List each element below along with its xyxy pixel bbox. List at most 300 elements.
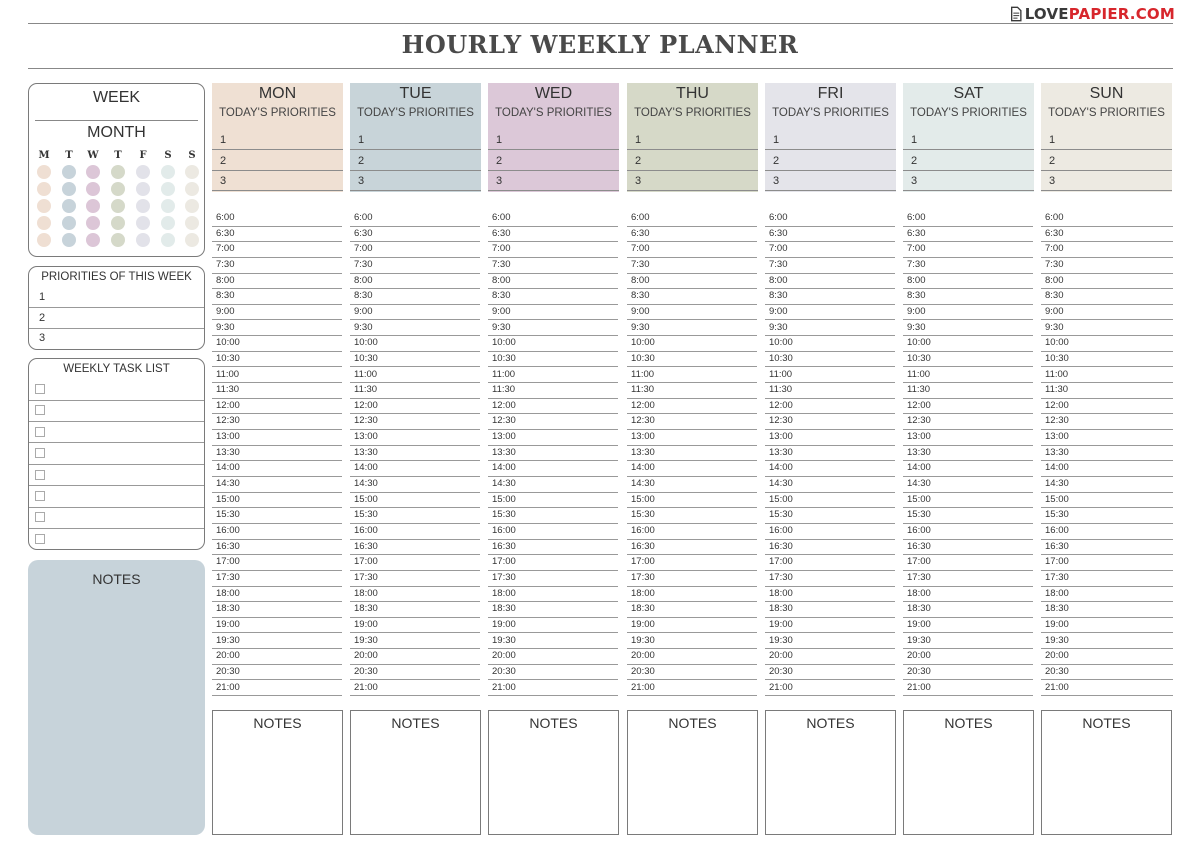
calendar-day-dot[interactable] (111, 216, 125, 230)
time-slot[interactable]: 18:00 (212, 587, 342, 603)
time-slot[interactable]: 12:30 (903, 414, 1033, 430)
time-slot[interactable]: 7:00 (903, 242, 1033, 258)
time-slot[interactable]: 17:00 (350, 555, 480, 571)
time-slot[interactable]: 20:30 (212, 665, 342, 681)
time-slot[interactable]: 14:30 (488, 477, 618, 493)
time-slot[interactable]: 16:00 (765, 524, 895, 540)
task-checkbox[interactable] (35, 512, 45, 522)
time-slot[interactable]: 12:00 (1041, 399, 1173, 415)
day-priority-row[interactable]: 3 (488, 171, 619, 191)
time-slot[interactable]: 16:30 (1041, 540, 1173, 556)
time-slot[interactable]: 11:30 (350, 383, 480, 399)
calendar-day-dot[interactable] (136, 216, 150, 230)
time-slot[interactable]: 16:00 (627, 524, 757, 540)
time-slot[interactable]: 7:30 (1041, 258, 1173, 274)
day-priority-row[interactable]: 1 (903, 130, 1034, 150)
day-priority-row[interactable]: 2 (1041, 151, 1172, 171)
time-slot[interactable]: 13:30 (212, 446, 342, 462)
time-slot[interactable]: 8:30 (1041, 289, 1173, 305)
time-slot[interactable]: 18:00 (488, 587, 618, 603)
calendar-day-dot[interactable] (185, 199, 199, 213)
time-slot[interactable]: 9:30 (765, 321, 895, 337)
time-slot[interactable]: 13:00 (488, 430, 618, 446)
time-slot[interactable]: 15:30 (350, 508, 480, 524)
time-slot[interactable]: 13:00 (1041, 430, 1173, 446)
time-slot[interactable]: 16:30 (903, 540, 1033, 556)
time-slot[interactable]: 17:30 (212, 571, 342, 587)
time-slot[interactable]: 18:00 (350, 587, 480, 603)
time-slot[interactable]: 8:30 (903, 289, 1033, 305)
time-slot[interactable]: 13:30 (1041, 446, 1173, 462)
time-slot[interactable]: 14:00 (212, 461, 342, 477)
day-priority-row[interactable]: 1 (488, 130, 619, 150)
time-slot[interactable]: 11:30 (1041, 383, 1173, 399)
time-slot[interactable]: 9:30 (1041, 321, 1173, 337)
time-slot[interactable]: 20:00 (212, 649, 342, 665)
calendar-day-dot[interactable] (136, 199, 150, 213)
time-slot[interactable]: 15:00 (488, 493, 618, 509)
calendar-day-dot[interactable] (111, 199, 125, 213)
time-slot[interactable]: 9:00 (488, 305, 618, 321)
time-slot[interactable]: 10:00 (903, 336, 1033, 352)
time-slot[interactable]: 11:30 (488, 383, 618, 399)
time-slot[interactable]: 6:00 (488, 211, 618, 227)
time-slot[interactable]: 6:00 (903, 211, 1033, 227)
time-slot[interactable]: 12:30 (627, 414, 757, 430)
time-slot[interactable]: 19:30 (212, 634, 342, 650)
calendar-day-dot[interactable] (111, 233, 125, 247)
day-priority-row[interactable]: 2 (350, 151, 481, 171)
time-slot[interactable]: 20:00 (627, 649, 757, 665)
time-slot[interactable]: 16:30 (350, 540, 480, 556)
time-slot[interactable]: 19:30 (350, 634, 480, 650)
time-slot[interactable]: 13:00 (903, 430, 1033, 446)
time-slot[interactable]: 20:30 (765, 665, 895, 681)
time-slot[interactable]: 20:30 (1041, 665, 1173, 681)
time-slot[interactable]: 14:30 (765, 477, 895, 493)
time-slot[interactable]: 10:30 (212, 352, 342, 368)
calendar-day-dot[interactable] (185, 216, 199, 230)
time-slot[interactable]: 19:00 (903, 618, 1033, 634)
time-slot[interactable]: 20:00 (765, 649, 895, 665)
time-slot[interactable]: 11:00 (488, 368, 618, 384)
time-slot[interactable]: 10:30 (1041, 352, 1173, 368)
task-checkbox[interactable] (35, 427, 45, 437)
time-slot[interactable]: 16:30 (212, 540, 342, 556)
calendar-day-dot[interactable] (86, 233, 100, 247)
time-slot[interactable]: 17:00 (212, 555, 342, 571)
time-slot[interactable]: 16:30 (765, 540, 895, 556)
time-slot[interactable]: 10:00 (350, 336, 480, 352)
time-slot[interactable]: 8:30 (627, 289, 757, 305)
day-priority-row[interactable]: 1 (1041, 130, 1172, 150)
time-slot[interactable]: 7:00 (627, 242, 757, 258)
time-slot[interactable]: 8:00 (765, 274, 895, 290)
time-slot[interactable]: 20:00 (488, 649, 618, 665)
task-row[interactable] (29, 400, 204, 422)
task-row[interactable] (29, 465, 204, 487)
time-slot[interactable]: 9:30 (350, 321, 480, 337)
day-priority-row[interactable]: 1 (765, 130, 896, 150)
calendar-day-dot[interactable] (161, 233, 175, 247)
time-slot[interactable]: 9:00 (903, 305, 1033, 321)
time-slot[interactable]: 8:00 (627, 274, 757, 290)
time-slot[interactable]: 9:30 (488, 321, 618, 337)
time-slot[interactable]: 6:30 (212, 227, 342, 243)
time-slot[interactable]: 18:30 (765, 602, 895, 618)
time-slot[interactable]: 17:00 (1041, 555, 1173, 571)
time-slot[interactable]: 15:30 (1041, 508, 1173, 524)
calendar-day-dot[interactable] (136, 233, 150, 247)
time-slot[interactable]: 15:00 (212, 493, 342, 509)
time-slot[interactable]: 17:30 (350, 571, 480, 587)
time-slot[interactable]: 18:00 (1041, 587, 1173, 603)
calendar-day-dot[interactable] (111, 165, 125, 179)
time-slot[interactable]: 15:30 (488, 508, 618, 524)
time-slot[interactable]: 21:00 (212, 681, 342, 697)
time-slot[interactable]: 18:30 (903, 602, 1033, 618)
time-slot[interactable]: 12:00 (765, 399, 895, 415)
time-slot[interactable]: 20:30 (488, 665, 618, 681)
calendar-day-dot[interactable] (86, 199, 100, 213)
time-slot[interactable]: 8:30 (212, 289, 342, 305)
time-slot[interactable]: 14:30 (627, 477, 757, 493)
calendar-day-dot[interactable] (86, 182, 100, 196)
time-slot[interactable]: 19:30 (903, 634, 1033, 650)
time-slot[interactable]: 6:30 (350, 227, 480, 243)
task-checkbox[interactable] (35, 384, 45, 394)
time-slot[interactable]: 18:00 (903, 587, 1033, 603)
day-notes-box[interactable] (1041, 710, 1172, 835)
time-slot[interactable]: 9:00 (350, 305, 480, 321)
day-notes-box[interactable] (488, 710, 619, 835)
time-slot[interactable]: 8:00 (212, 274, 342, 290)
time-slot[interactable]: 7:00 (212, 242, 342, 258)
time-slot[interactable]: 8:30 (350, 289, 480, 305)
time-slot[interactable]: 6:30 (488, 227, 618, 243)
task-checkbox[interactable] (35, 491, 45, 501)
time-slot[interactable]: 12:30 (488, 414, 618, 430)
calendar-day-dot[interactable] (86, 216, 100, 230)
calendar-day-dot[interactable] (161, 216, 175, 230)
time-slot[interactable]: 10:30 (627, 352, 757, 368)
time-slot[interactable]: 10:30 (488, 352, 618, 368)
time-slot[interactable]: 11:30 (903, 383, 1033, 399)
time-slot[interactable]: 19:00 (212, 618, 342, 634)
day-priority-row[interactable]: 1 (212, 130, 343, 150)
day-priority-row[interactable]: 3 (765, 171, 896, 191)
time-slot[interactable]: 14:00 (1041, 461, 1173, 477)
time-slot[interactable]: 13:30 (903, 446, 1033, 462)
time-slot[interactable]: 16:00 (350, 524, 480, 540)
time-slot[interactable]: 6:30 (627, 227, 757, 243)
time-slot[interactable]: 11:30 (765, 383, 895, 399)
day-priority-row[interactable]: 1 (350, 130, 481, 150)
time-slot[interactable]: 6:00 (212, 211, 342, 227)
day-priority-row[interactable]: 3 (212, 171, 343, 191)
time-slot[interactable]: 7:30 (488, 258, 618, 274)
calendar-day-dot[interactable] (86, 165, 100, 179)
time-slot[interactable]: 16:30 (488, 540, 618, 556)
time-slot[interactable]: 11:30 (627, 383, 757, 399)
week-priority-row[interactable] (29, 308, 204, 329)
time-slot[interactable]: 13:00 (212, 430, 342, 446)
task-row[interactable] (29, 529, 204, 551)
time-slot[interactable]: 6:00 (350, 211, 480, 227)
calendar-day-dot[interactable] (62, 182, 76, 196)
time-slot[interactable]: 7:00 (1041, 242, 1173, 258)
time-slot[interactable]: 7:30 (627, 258, 757, 274)
time-slot[interactable]: 10:30 (903, 352, 1033, 368)
time-slot[interactable]: 17:00 (903, 555, 1033, 571)
time-slot[interactable]: 13:00 (765, 430, 895, 446)
time-slot[interactable]: 19:00 (765, 618, 895, 634)
task-row[interactable] (29, 507, 204, 529)
time-slot[interactable]: 17:00 (765, 555, 895, 571)
week-priority-row[interactable] (29, 328, 204, 349)
day-priority-row[interactable]: 2 (627, 151, 758, 171)
day-notes-box[interactable] (627, 710, 758, 835)
time-slot[interactable]: 8:00 (488, 274, 618, 290)
time-slot[interactable]: 10:00 (488, 336, 618, 352)
day-priority-row[interactable]: 3 (627, 171, 758, 191)
time-slot[interactable]: 20:30 (903, 665, 1033, 681)
time-slot[interactable]: 17:30 (627, 571, 757, 587)
time-slot[interactable]: 15:00 (765, 493, 895, 509)
calendar-day-dot[interactable] (62, 216, 76, 230)
time-slot[interactable]: 13:00 (627, 430, 757, 446)
time-slot[interactable]: 12:30 (1041, 414, 1173, 430)
time-slot[interactable]: 6:30 (765, 227, 895, 243)
time-slot[interactable]: 11:00 (212, 368, 342, 384)
task-checkbox[interactable] (35, 405, 45, 415)
time-slot[interactable]: 11:00 (627, 368, 757, 384)
calendar-day-dot[interactable] (185, 182, 199, 196)
time-slot[interactable]: 14:30 (903, 477, 1033, 493)
time-slot[interactable]: 7:30 (765, 258, 895, 274)
time-slot[interactable]: 21:00 (488, 681, 618, 697)
calendar-day-dot[interactable] (161, 165, 175, 179)
time-slot[interactable]: 7:30 (903, 258, 1033, 274)
calendar-day-dot[interactable] (37, 165, 51, 179)
time-slot[interactable]: 10:00 (765, 336, 895, 352)
day-priority-row[interactable]: 1 (627, 130, 758, 150)
time-slot[interactable]: 13:30 (627, 446, 757, 462)
calendar-day-dot[interactable] (62, 165, 76, 179)
time-slot[interactable]: 15:30 (765, 508, 895, 524)
time-slot[interactable]: 17:00 (488, 555, 618, 571)
day-notes-box[interactable] (765, 710, 896, 835)
time-slot[interactable]: 18:30 (350, 602, 480, 618)
time-slot[interactable]: 14:00 (350, 461, 480, 477)
time-slot[interactable]: 8:00 (350, 274, 480, 290)
time-slot[interactable]: 15:00 (350, 493, 480, 509)
calendar-day-dot[interactable] (185, 233, 199, 247)
time-slot[interactable]: 12:30 (212, 414, 342, 430)
time-slot[interactable]: 14:00 (627, 461, 757, 477)
time-slot[interactable]: 14:30 (1041, 477, 1173, 493)
time-slot[interactable]: 18:30 (1041, 602, 1173, 618)
task-checkbox[interactable] (35, 534, 45, 544)
time-slot[interactable]: 16:30 (627, 540, 757, 556)
day-notes-box[interactable] (212, 710, 343, 835)
calendar-day-dot[interactable] (111, 182, 125, 196)
time-slot[interactable]: 18:00 (627, 587, 757, 603)
time-slot[interactable]: 18:30 (488, 602, 618, 618)
time-slot[interactable]: 21:00 (627, 681, 757, 697)
time-slot[interactable]: 19:30 (488, 634, 618, 650)
time-slot[interactable]: 14:30 (212, 477, 342, 493)
time-slot[interactable]: 6:00 (765, 211, 895, 227)
time-slot[interactable]: 18:30 (627, 602, 757, 618)
time-slot[interactable]: 15:30 (903, 508, 1033, 524)
time-slot[interactable]: 7:00 (765, 242, 895, 258)
time-slot[interactable]: 8:30 (765, 289, 895, 305)
calendar-day-dot[interactable] (37, 216, 51, 230)
time-slot[interactable]: 12:00 (350, 399, 480, 415)
time-slot[interactable]: 6:00 (1041, 211, 1173, 227)
time-slot[interactable]: 16:00 (1041, 524, 1173, 540)
time-slot[interactable]: 17:30 (488, 571, 618, 587)
time-slot[interactable]: 19:00 (350, 618, 480, 634)
time-slot[interactable]: 20:00 (1041, 649, 1173, 665)
time-slot[interactable]: 9:00 (627, 305, 757, 321)
time-slot[interactable]: 21:00 (350, 681, 480, 697)
time-slot[interactable]: 19:00 (627, 618, 757, 634)
time-slot[interactable]: 13:00 (350, 430, 480, 446)
time-slot[interactable]: 9:00 (212, 305, 342, 321)
time-slot[interactable]: 19:30 (627, 634, 757, 650)
day-priority-row[interactable]: 2 (765, 151, 896, 171)
calendar-day-dot[interactable] (62, 199, 76, 213)
time-slot[interactable]: 20:30 (350, 665, 480, 681)
time-slot[interactable]: 19:30 (1041, 634, 1173, 650)
time-slot[interactable]: 21:00 (765, 681, 895, 697)
time-slot[interactable]: 15:00 (627, 493, 757, 509)
day-notes-box[interactable] (903, 710, 1034, 835)
time-slot[interactable]: 6:30 (903, 227, 1033, 243)
task-row[interactable] (29, 486, 204, 508)
time-slot[interactable]: 9:00 (765, 305, 895, 321)
time-slot[interactable]: 16:00 (212, 524, 342, 540)
time-slot[interactable]: 10:00 (212, 336, 342, 352)
week-priority-row[interactable] (29, 287, 204, 308)
time-slot[interactable]: 20:00 (903, 649, 1033, 665)
time-slot[interactable]: 9:30 (627, 321, 757, 337)
time-slot[interactable]: 16:00 (903, 524, 1033, 540)
time-slot[interactable]: 17:30 (1041, 571, 1173, 587)
time-slot[interactable]: 13:30 (765, 446, 895, 462)
calendar-day-dot[interactable] (161, 182, 175, 196)
calendar-day-dot[interactable] (185, 165, 199, 179)
time-slot[interactable]: 15:00 (903, 493, 1033, 509)
time-slot[interactable]: 18:00 (765, 587, 895, 603)
time-slot[interactable]: 7:00 (488, 242, 618, 258)
time-slot[interactable]: 13:30 (350, 446, 480, 462)
time-slot[interactable]: 10:30 (350, 352, 480, 368)
time-slot[interactable]: 20:30 (627, 665, 757, 681)
time-slot[interactable]: 12:00 (627, 399, 757, 415)
task-row[interactable] (29, 443, 204, 465)
time-slot[interactable]: 10:00 (627, 336, 757, 352)
time-slot[interactable]: 7:30 (350, 258, 480, 274)
time-slot[interactable]: 12:30 (350, 414, 480, 430)
calendar-day-dot[interactable] (37, 182, 51, 196)
time-slot[interactable]: 11:30 (212, 383, 342, 399)
calendar-day-dot[interactable] (37, 233, 51, 247)
time-slot[interactable]: 14:00 (488, 461, 618, 477)
time-slot[interactable]: 12:00 (488, 399, 618, 415)
day-priority-row[interactable]: 3 (1041, 171, 1172, 191)
time-slot[interactable]: 15:30 (627, 508, 757, 524)
time-slot[interactable]: 11:00 (765, 368, 895, 384)
time-slot[interactable]: 12:00 (212, 399, 342, 415)
time-slot[interactable]: 20:00 (350, 649, 480, 665)
time-slot[interactable]: 9:30 (212, 321, 342, 337)
time-slot[interactable]: 15:00 (1041, 493, 1173, 509)
time-slot[interactable]: 19:00 (1041, 618, 1173, 634)
calendar-day-dot[interactable] (136, 165, 150, 179)
time-slot[interactable]: 19:30 (765, 634, 895, 650)
time-slot[interactable]: 13:30 (488, 446, 618, 462)
time-slot[interactable]: 7:30 (212, 258, 342, 274)
time-slot[interactable]: 9:00 (1041, 305, 1173, 321)
time-slot[interactable]: 17:30 (903, 571, 1033, 587)
time-slot[interactable]: 10:00 (1041, 336, 1173, 352)
time-slot[interactable]: 14:00 (903, 461, 1033, 477)
time-slot[interactable]: 17:30 (765, 571, 895, 587)
time-slot[interactable]: 12:30 (765, 414, 895, 430)
time-slot[interactable]: 21:00 (903, 681, 1033, 697)
calendar-day-dot[interactable] (37, 199, 51, 213)
time-slot[interactable]: 8:00 (1041, 274, 1173, 290)
task-checkbox[interactable] (35, 470, 45, 480)
time-slot[interactable]: 6:30 (1041, 227, 1173, 243)
day-priority-row[interactable]: 3 (350, 171, 481, 191)
time-slot[interactable]: 7:00 (350, 242, 480, 258)
task-row[interactable] (29, 379, 204, 401)
weekly-notes-panel[interactable] (28, 560, 205, 835)
time-slot[interactable]: 14:30 (350, 477, 480, 493)
day-priority-row[interactable]: 2 (903, 151, 1034, 171)
calendar-day-dot[interactable] (161, 199, 175, 213)
time-slot[interactable]: 19:00 (488, 618, 618, 634)
time-slot[interactable]: 18:30 (212, 602, 342, 618)
day-notes-box[interactable] (350, 710, 481, 835)
day-priority-row[interactable]: 2 (212, 151, 343, 171)
task-checkbox[interactable] (35, 448, 45, 458)
time-slot[interactable]: 14:00 (765, 461, 895, 477)
time-slot[interactable]: 17:00 (627, 555, 757, 571)
day-priority-row[interactable]: 2 (488, 151, 619, 171)
day-priority-row[interactable]: 3 (903, 171, 1034, 191)
time-slot[interactable]: 16:00 (488, 524, 618, 540)
time-slot[interactable]: 11:00 (903, 368, 1033, 384)
time-slot[interactable]: 6:00 (627, 211, 757, 227)
time-slot[interactable]: 21:00 (1041, 681, 1173, 697)
time-slot[interactable]: 10:30 (765, 352, 895, 368)
time-slot[interactable]: 9:30 (903, 321, 1033, 337)
time-slot[interactable]: 11:00 (350, 368, 480, 384)
calendar-day-dot[interactable] (62, 233, 76, 247)
time-slot[interactable]: 12:00 (903, 399, 1033, 415)
time-slot[interactable]: 8:30 (488, 289, 618, 305)
time-slot[interactable]: 15:30 (212, 508, 342, 524)
time-slot[interactable]: 11:00 (1041, 368, 1173, 384)
time-slot[interactable]: 8:00 (903, 274, 1033, 290)
calendar-day-dot[interactable] (136, 182, 150, 196)
task-row[interactable] (29, 422, 204, 444)
